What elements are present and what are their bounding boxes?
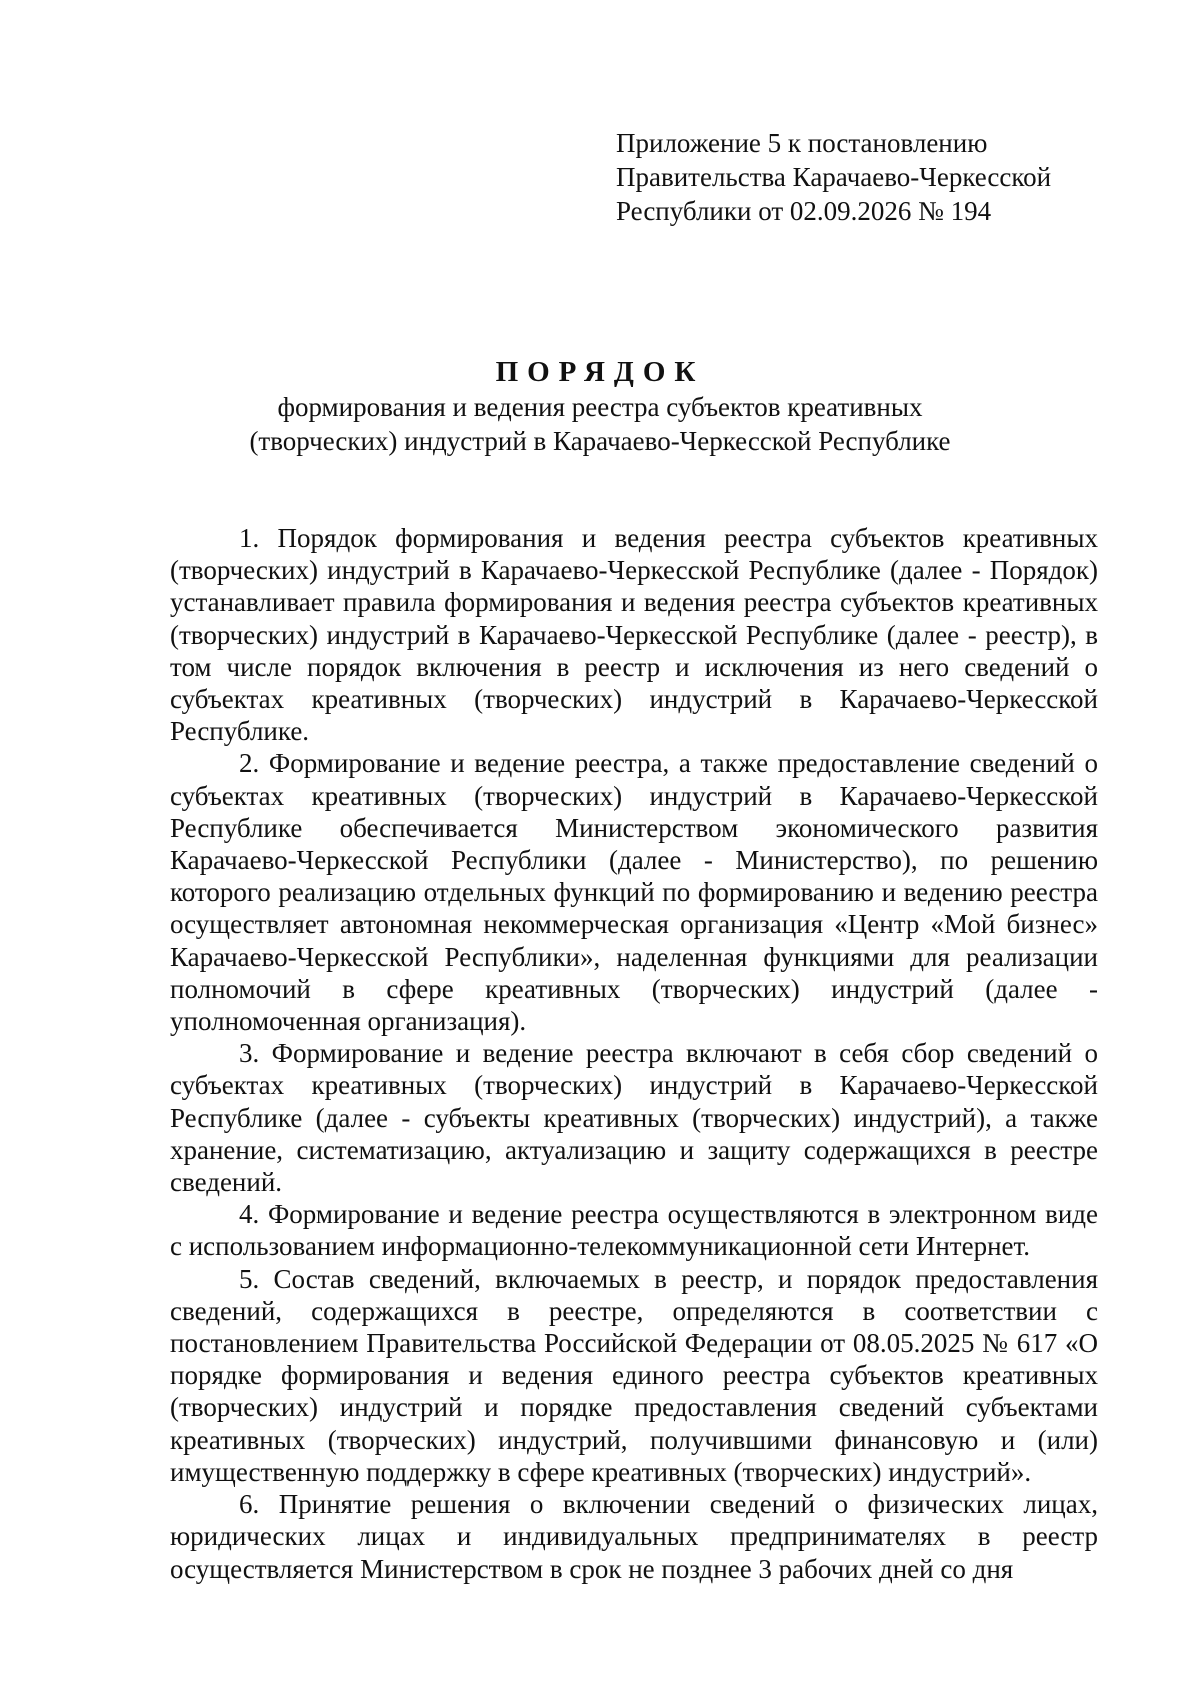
paragraph-2: 2. Формирование и ведение реестра, а также предоставление сведений о субъектах креативных (творческих) индустрий в Карачаево-Черкесской Республике обеспечивается Министерством экономического развития Карачаево-Черкесской Республики (далее - Министерство), по решению которого реализацию отдельных функций по формированию и ведению реестра осуществляет автономная некоммерческая организация «Центр «Мой бизнес» Карачаево-Черкесской Республики», наделенная функциями для реализации полномочий в сфере креативных (творческих) индустрий (далее - уполномоченная организация).	[170, 748, 1098, 1037]
paragraph-6: 6. Принятие решения о включении сведений о физических лицах, юридических лицах и индивидуальных предпринимателях в реестр осуществляется Министерством в срок не позднее 3 рабочих дней со дня	[170, 1489, 1098, 1584]
subtitle-line: формирования и ведения реестра субъектов креативных	[277, 392, 923, 422]
paragraph-1: 1. Порядок формирования и ведения реестра субъектов креативных (творческих) индустрий в Карачаево-Черкесской Республике (далее - Порядок) устанавливает правила формирования и ведения реестра субъектов креативных (творческих) индустрий в Карачаево-Черкесской Республике (далее - реестр), в том числе порядок включения в реестр и исключения из него сведений о субъектах креативных (творческих) индустрий в Карачаево-Черкесской Республике.	[170, 523, 1098, 747]
paragraph-3: 3. Формирование и ведение реестра включают в себя сбор сведений о субъектах креативных (творческих) индустрий в Карачаево-Черкесской Республике (далее - субъекты креативных (творческих) индустрий), а также хранение, систематизацию, актуализацию и защиту содержащихся в реестре сведений.	[170, 1038, 1098, 1198]
paragraph-4: 4. Формирование и ведение реестра осуществляются в электронном виде с использованием информационно-телекоммуникационной сети Интернет.	[170, 1199, 1098, 1262]
document-subtitle	[0, 390, 1200, 458]
appendix-line: Республики от 02.09.2026 № 194	[616, 196, 992, 226]
appendix-line: Правительства Карачаево-Черкесской	[616, 162, 1052, 192]
subtitle-line: (творческих) индустрий в Карачаево-Черкесской Республике	[249, 426, 951, 456]
document-body	[170, 522, 1098, 1585]
document-title: ПОРЯДОК	[495, 356, 705, 388]
appendix-reference	[616, 126, 1136, 228]
paragraph-5: 5. Состав сведений, включаемых в реестр, и порядок предоставления сведений, содержащихся в реестре, определяются в соответствии с постановлением Правительства Российской Федерации от 08.05.2025 № 617 «О порядке формирования и ведения единого реестра субъектов креативных (творческих) индустрий и порядке предоставления сведений субъектами креативных (творческих) индустрий, получившими финансовую и (или) имущественную поддержку в сфере креативных (творческих) индустрий».	[170, 1263, 1098, 1487]
appendix-line: Приложение 5 к постановлению	[616, 128, 988, 158]
